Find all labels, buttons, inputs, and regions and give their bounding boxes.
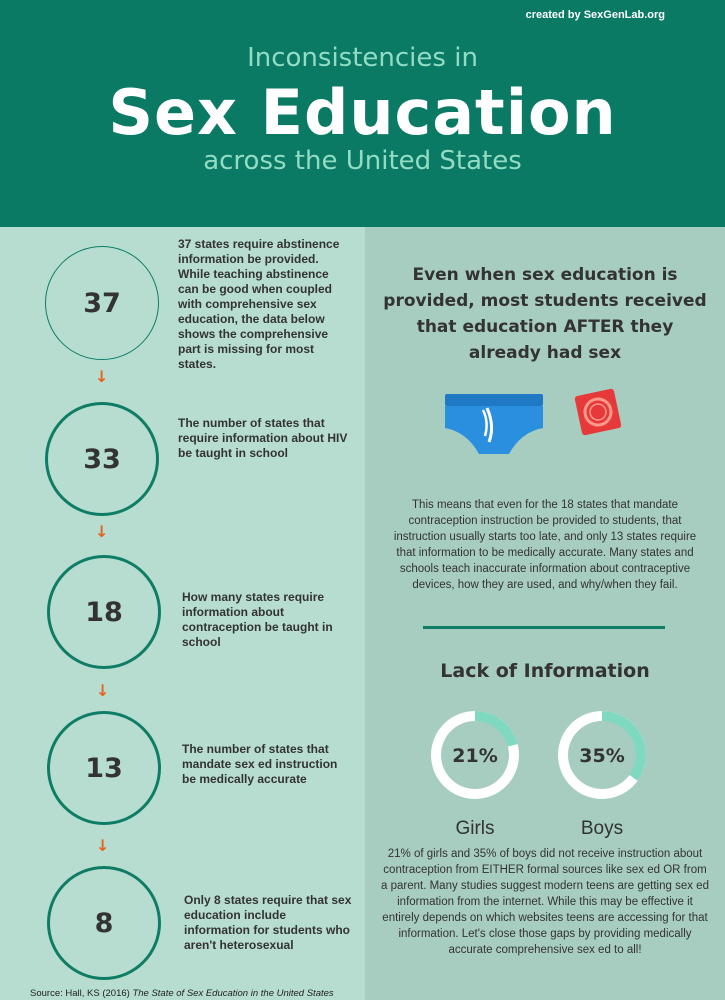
stat-number: 8 bbox=[94, 907, 114, 939]
condom-icon bbox=[574, 388, 622, 436]
right-headline: Even when sex education is provided, most students received that education AFTER they already had sex bbox=[383, 265, 707, 363]
label-girls: Girls bbox=[455, 818, 495, 839]
credit-text: created by SexGenLab.org bbox=[525, 9, 665, 21]
arrow-down-icon: ↓ bbox=[95, 522, 109, 541]
stat-text-37: 37 states require abstinence information be provided. While teaching abstinence can be good when coupled with comprehensive sex education, the data below shows the comprehensive part is missing for most states. bbox=[178, 237, 340, 371]
stat-number: 33 bbox=[83, 443, 121, 475]
arrow-down-icon: ↓ bbox=[95, 367, 109, 386]
title-line-3: across the United States bbox=[203, 146, 522, 176]
donut-girls bbox=[427, 707, 523, 803]
bottom-paragraph: 21% of girls and 35% of boys did not receive instruction about contraception from EITHER formal sources like sex ed OR from a parent. Many studies suggest modern teens are getting sex ed information from the internet. While this may be effective it entirely depends on which websites teens are accessing for that information. Let's close those gaps by providing medically accurate comprehensive sex ed to all! bbox=[381, 848, 709, 956]
section-title-lack-of-information: Lack of Information bbox=[440, 660, 650, 682]
stat-circle-8 bbox=[47, 866, 161, 980]
underwear-icon bbox=[443, 392, 545, 458]
stat-number: 37 bbox=[83, 287, 121, 319]
stat-text-33: The number of states that require information about HIV be taught in school bbox=[178, 416, 348, 460]
label-boys: Boys bbox=[580, 818, 624, 839]
page-title: Sex Education bbox=[108, 76, 617, 149]
stat-number: 13 bbox=[85, 752, 123, 784]
right-paragraph: This means that even for the 18 states that mandate contraception instruction be provided to students, that instruction usually starts too late, and only 13 states require that information to be medically accurate. Many states and schools teach inaccurate information about contraceptive devices, how they are used, and why/when they fail. bbox=[393, 499, 697, 591]
stat-circle-37 bbox=[45, 246, 159, 360]
header-banner bbox=[0, 0, 725, 227]
stat-text-8: Only 8 states require that sex education include information for students who aren't heterosexual bbox=[184, 893, 352, 952]
donut-boys-percent: 35% bbox=[579, 745, 625, 767]
stat-circle-18 bbox=[47, 555, 161, 669]
stat-text-13: The number of states that mandate sex ed instruction be medically accurate bbox=[182, 742, 338, 786]
divider bbox=[423, 626, 665, 629]
stat-number: 18 bbox=[85, 596, 123, 628]
stat-circle-13 bbox=[47, 711, 161, 825]
stat-text-18: How many states require information about contraception be taught in school bbox=[182, 590, 333, 649]
source-citation: Source: Hall, KS (2016) The State of Sex Education in the United States bbox=[30, 988, 334, 999]
donut-girls-percent: 21% bbox=[452, 745, 498, 767]
arrow-down-icon: ↓ bbox=[96, 681, 110, 700]
donut-boys bbox=[554, 707, 650, 803]
title-line-1: Inconsistencies in bbox=[247, 43, 478, 73]
stat-circle-33 bbox=[45, 402, 159, 516]
arrow-down-icon: ↓ bbox=[96, 836, 110, 855]
